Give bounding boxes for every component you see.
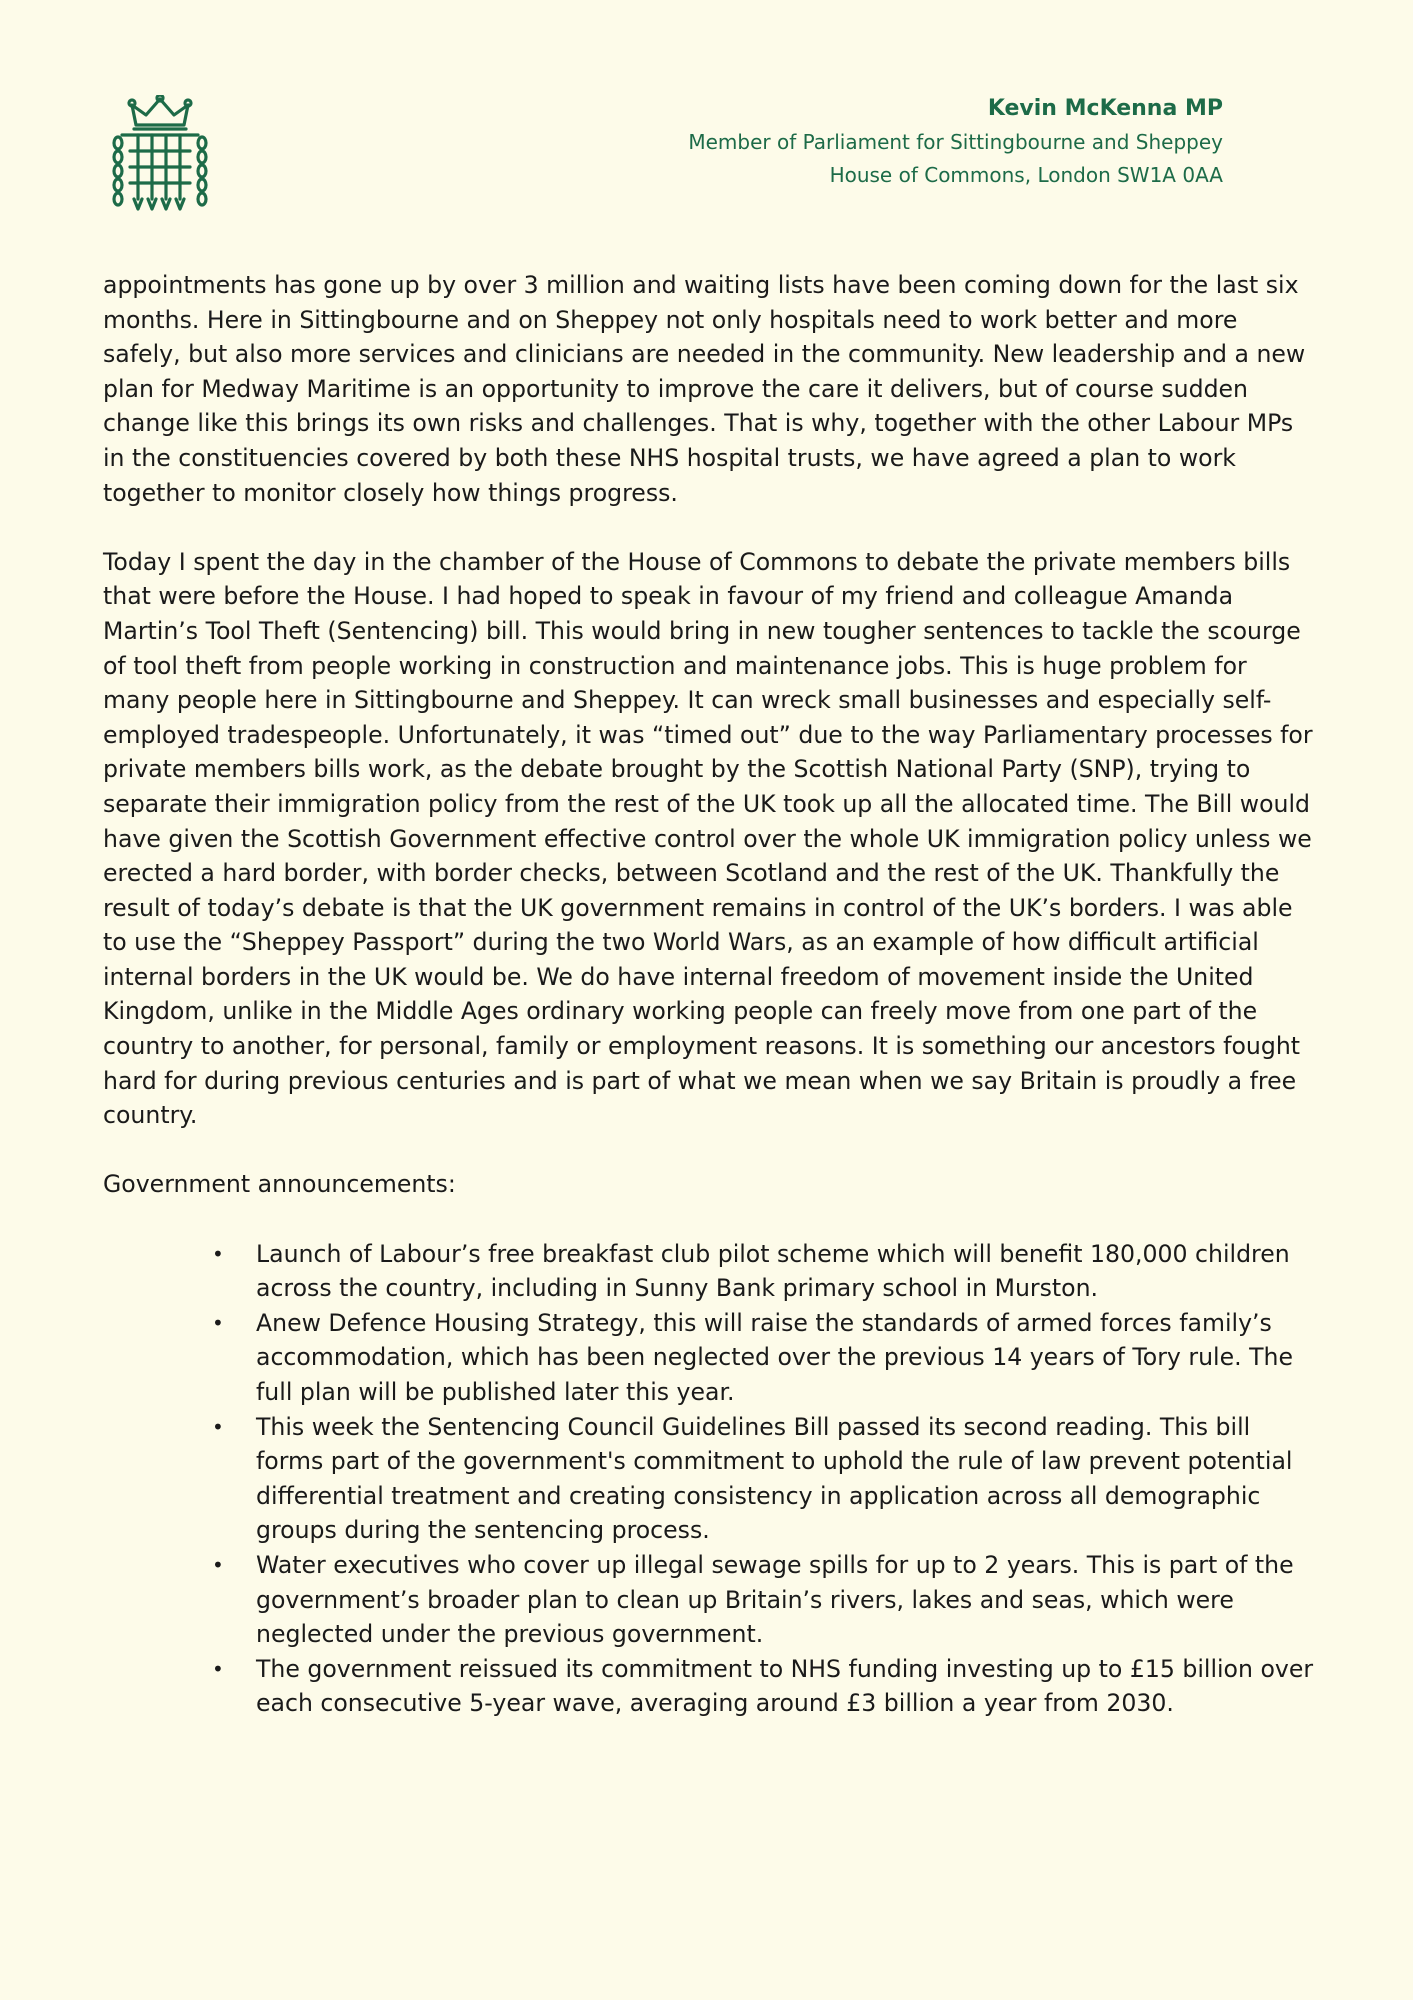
mp-name: Kevin McKenna MP [987,96,1223,121]
announcement-text: This week the Sentencing Council Guidelines Bill passed its second reading. This bill forms part of the government's commitment to uphold the rule of law prevent potential differential treatment and creating consistency in application across all demographic groups during the sentencing process. [256,1412,1293,1545]
list-item [103,1548,1318,1652]
announcements-heading: Government announcements: [103,1170,456,1199]
paragraph-commons-debate: Today I spent the day in the chamber of the House of Commons to debate the private members bills that were before the House. I had hoped to speak in favour of my friend and colleague Amanda Martin’s Tool Theft (Sentencing) bill. This would bring in new tougher sentences to tackle the scourge of tool theft from people working in construction and maintenance jobs. This is huge problem for many people here in Sittingbourne and Sheppey. It can wreck small businesses and especially self-employed tradespeople. Unfortunately, it was “timed out” due to the way Parliamentary processes for private members bills work, as the debate brought by the Scottish National Party (SNP), trying to separate their immigration policy from the rest of the UK took up all the allocated time. The Bill would have given the Scottish Government effective control over the whole UK immigration policy unless we erected a hard border, with border checks, between Scotland and the rest of the UK. Thankfully the result of today’s debate is that the UK government remains in control of the UK’s borders. I was able to use the “Sheppey Passport” during the two World Wars, as an example of how difficult artificial internal borders in the UK would be. We do have internal freedom of movement inside the United Kingdom, unlike in the Middle Ages ordinary working people can freely move from one part of the country to another, for personal, family or employment reasons. It is something our ancestors fought hard for during previous centuries and is part of what we mean when we say Britain is proudly a free country. [103,547,1313,1130]
bullet-icon: • [212,1310,224,1335]
list-item [103,1652,1318,1721]
announcement-text: The government reissued its commitment to NHS funding investing up to £15 billion over each consecutive 5-year wave, averaging around £3 billion a year from 2030. [256,1654,1314,1718]
announcement-text: Launch of Labour’s free breakfast club pilot scheme which will benefit 180,000 children across the country, including in Sunny Bank primary school in Murston. [256,1239,1290,1303]
announcements-list [103,1237,1318,1721]
mp-role: Member of Parliament for Sittingbourne and Sheppey [688,130,1223,154]
bullet-icon: • [212,1241,224,1266]
announcement-text: Water executives who cover up illegal sewage spills for up to 2 years. This is part of the government’s broader plan to clean up Britain’s rivers, lakes and seas, which were neglected under the previous government. [256,1550,1294,1649]
paragraph-nhs: appointments has gone up by over 3 million and waiting lists have been coming down for the last six months. Here in Sittingbourne and on Sheppey not only hospitals need to work better and more safely, but also more services and clinicians are needed in the community. New leadership and a new plan for Medway Maritime is an opportunity to improve the care it delivers, but of course sudden change like this brings its own risks and challenges. That is why, together with the other Labour MPs in the constituencies covered by both these NHS hospital trusts, we have agreed a plan to work together to monitor closely how things progress. [103,271,1306,507]
list-item [103,1306,1318,1410]
letter-body [103,268,1318,1721]
list-item [103,1237,1318,1306]
announcement-text: Anew Defence Housing Strategy, this will raise the standards of armed forces family’s accommodation, which has been neglected over the previous 14 years of Tory rule. The full plan will be published later this year. [256,1308,1293,1406]
bullet-icon: • [212,1656,224,1681]
bullet-icon: • [212,1552,224,1577]
mp-address: House of Commons, London SW1A 0AA [829,163,1223,187]
list-item [103,1410,1318,1548]
portcullis-icon [108,95,212,215]
letterhead [688,92,1223,192]
bullet-icon: • [212,1414,224,1439]
